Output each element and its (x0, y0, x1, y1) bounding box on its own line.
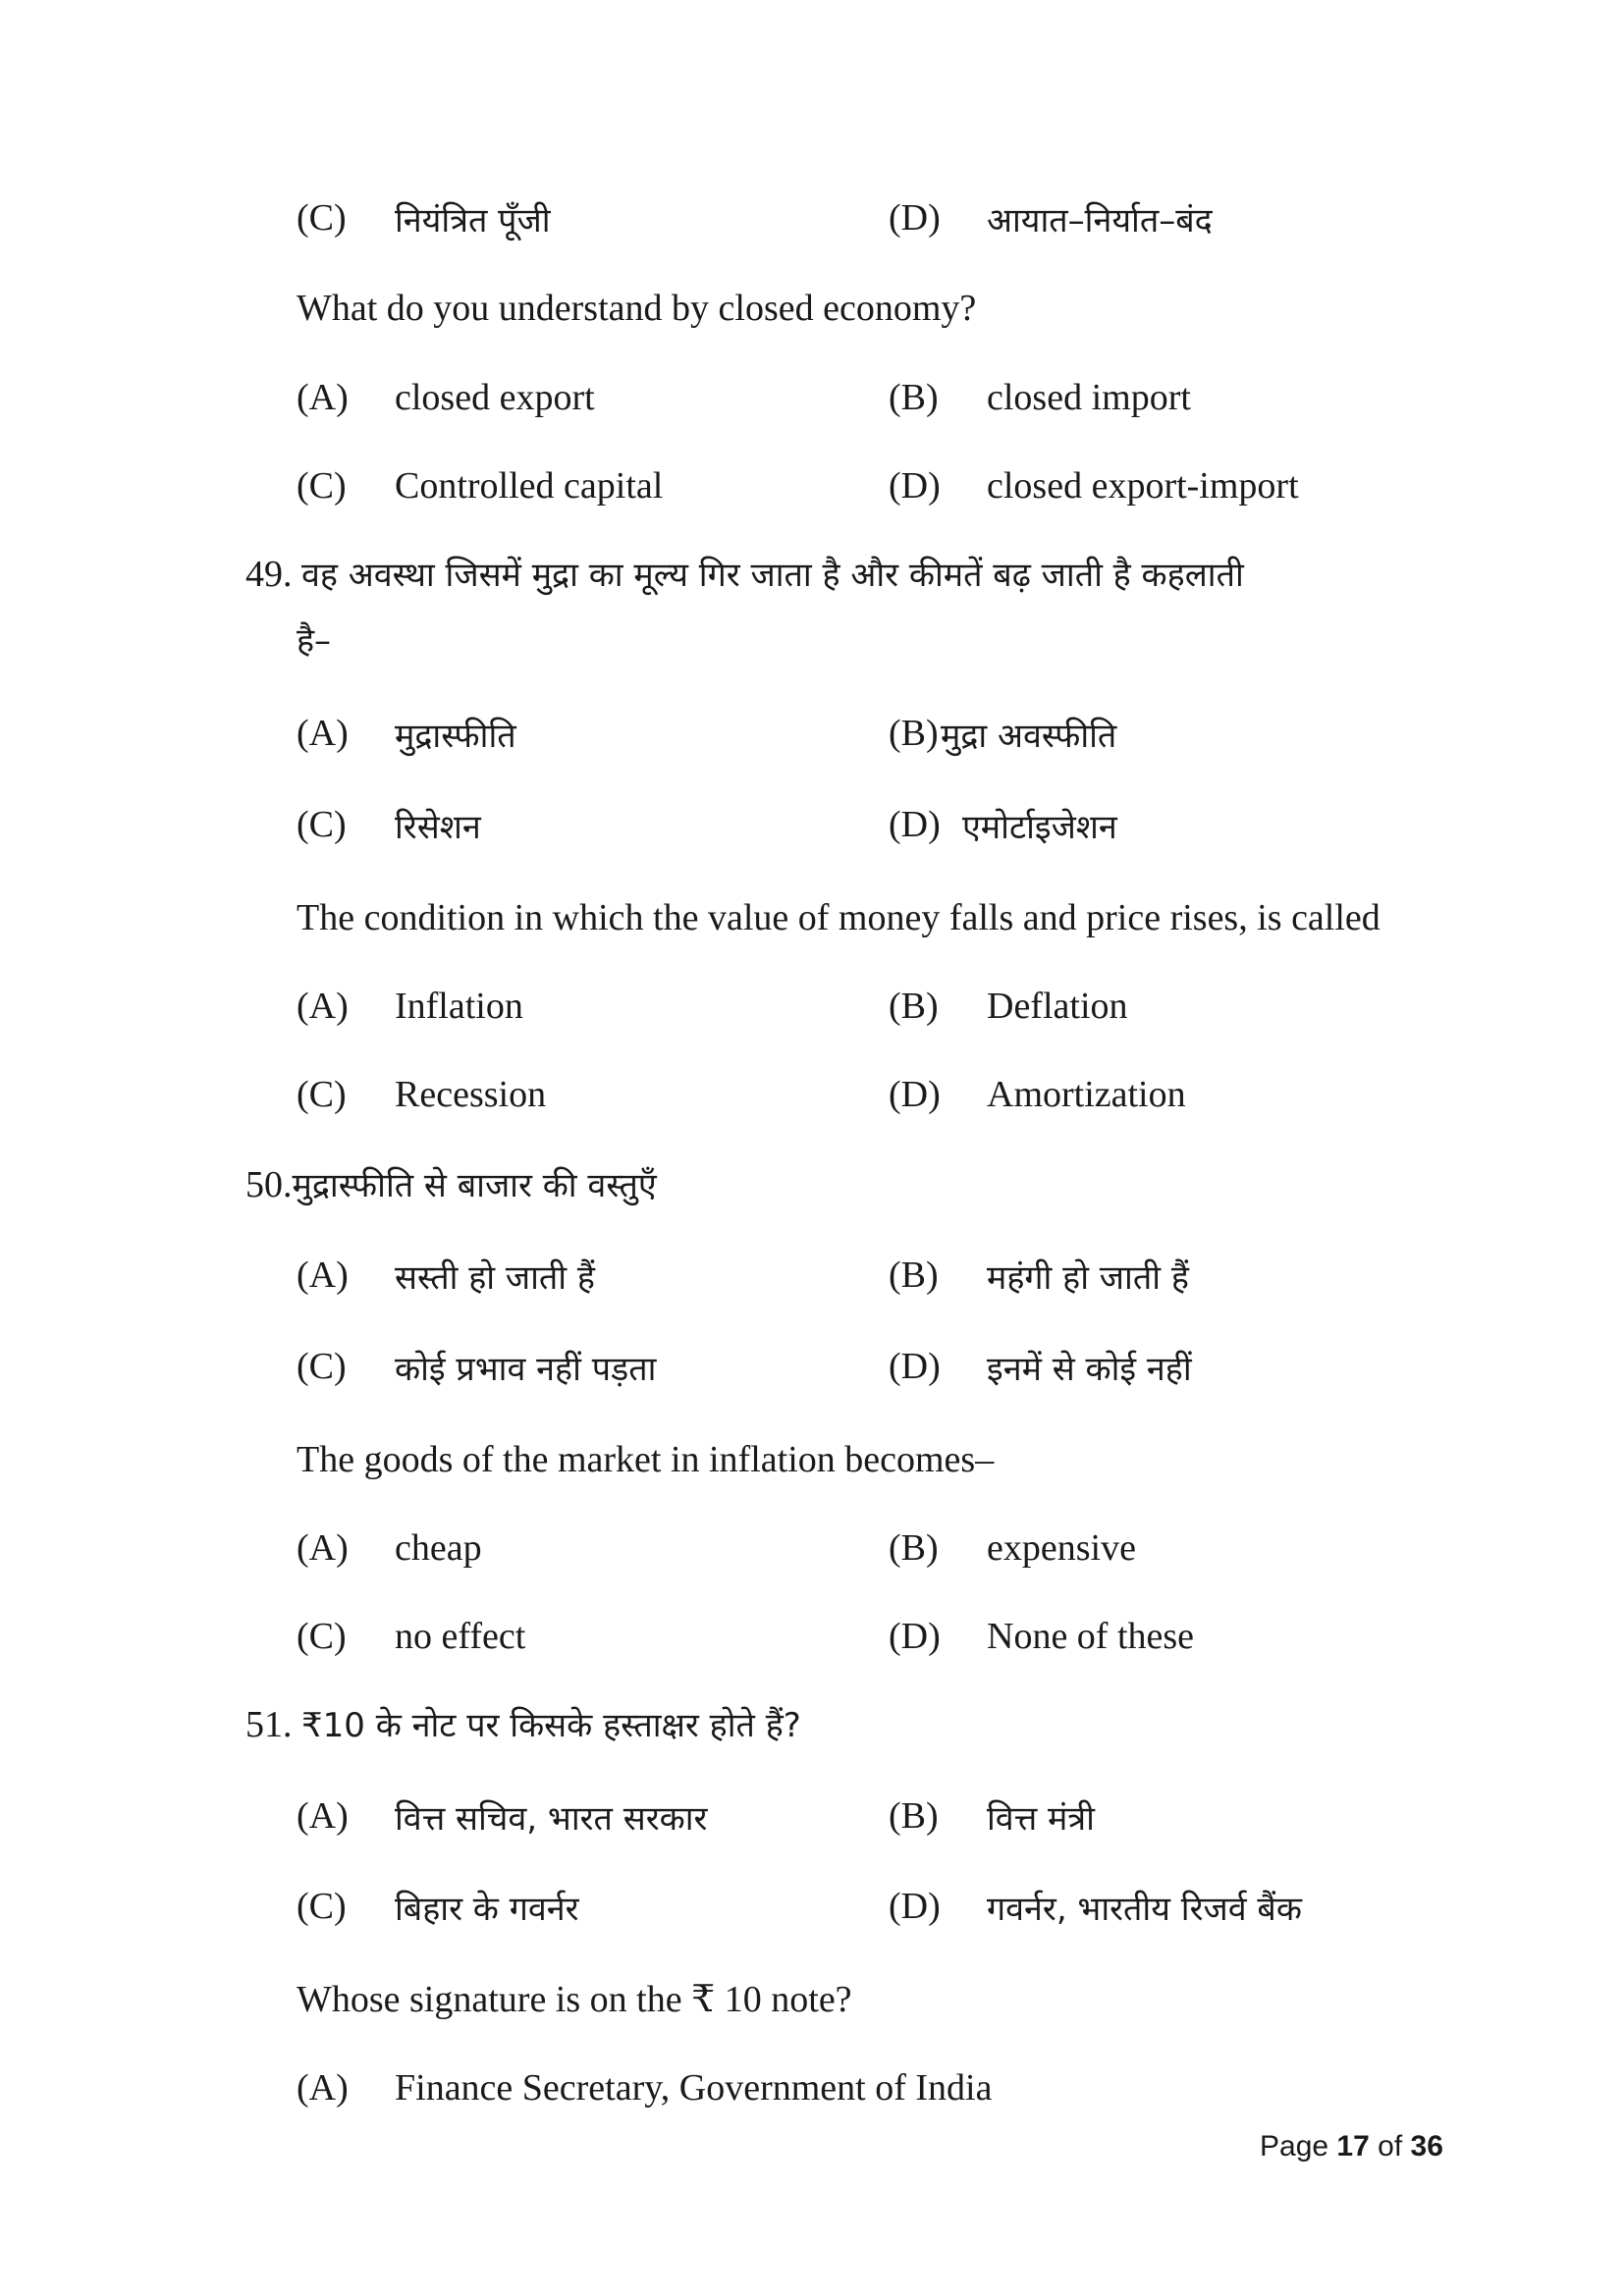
option-text: एमोर्टाइजेशन (962, 808, 1117, 847)
question-number: 49. (245, 554, 293, 595)
page-footer (1260, 2130, 1443, 2163)
page-word: Page (1260, 2130, 1329, 2163)
option-label: (A) (297, 986, 349, 1027)
option-row (0, 464, 1624, 523)
option-label: (C) (297, 465, 347, 507)
option-label: (D) (889, 465, 941, 507)
option-label: (D) (889, 1886, 941, 1927)
option-row (0, 196, 1624, 255)
option-text: मुद्रा अवस्फीति (941, 717, 1117, 756)
question-text-hi: ₹10 के नोट पर किसके हस्ताक्षर होते हैं? (301, 1706, 801, 1745)
question-text-en: The condition in which the value of money falls and price rises, is called (297, 897, 1380, 938)
option-label: (C) (297, 197, 347, 239)
option-row (0, 1794, 1624, 1853)
option-text: इनमें से कोई नहीं (987, 1350, 1192, 1389)
option-row (0, 1073, 1624, 1132)
option-text: आयात–निर्यात–बंद (987, 201, 1213, 240)
question-51 (245, 1703, 801, 1748)
question-text-hi-continued: है– (297, 621, 332, 661)
option-label: (C) (297, 1616, 347, 1657)
option-label: (A) (297, 377, 349, 418)
option-label: (C) (297, 1346, 347, 1387)
question-number: 51. (245, 1704, 293, 1745)
option-row (0, 1615, 1624, 1674)
option-label: (A) (297, 2067, 349, 2109)
option-label: (C) (297, 1074, 347, 1115)
of-word: of (1378, 2130, 1403, 2163)
option-text: बिहार के गवर्नर (395, 1890, 579, 1929)
option-row (0, 1885, 1624, 1944)
option-label: (D) (889, 1616, 941, 1657)
option-row (0, 803, 1624, 862)
option-text: सस्ती हो जाती हैं (395, 1258, 595, 1298)
option-label: (B) (889, 1527, 939, 1569)
option-row (0, 376, 1624, 435)
question-text-en: The goods of the market in inflation becomes– (297, 1439, 995, 1480)
option-label: (A) (297, 1527, 349, 1569)
option-label: (B) (889, 713, 939, 754)
option-text: महंगी हो जाती हैं (987, 1258, 1189, 1298)
option-text: मुद्रास्फीति (395, 717, 516, 756)
option-text: कोई प्रभाव नहीं पड़ता (395, 1350, 657, 1389)
option-text: Deflation (987, 986, 1128, 1027)
option-text: no effect (395, 1616, 526, 1657)
option-label: (B) (889, 986, 939, 1027)
option-label: (A) (297, 1255, 349, 1296)
option-label: (A) (297, 713, 349, 754)
option-text: closed export (395, 377, 595, 418)
option-text: None of these (987, 1616, 1195, 1657)
page-total: 36 (1410, 2130, 1443, 2163)
option-text: cheap (395, 1527, 482, 1569)
option-text: Amortization (987, 1074, 1186, 1115)
option-row (0, 985, 1624, 1043)
question-50 (245, 1163, 657, 1208)
question-number: 50. (245, 1164, 293, 1205)
option-text: Controlled capital (395, 465, 664, 507)
question-text-en: What do you understand by closed economy? (297, 288, 977, 329)
option-text: closed export-import (987, 465, 1299, 507)
option-text: रिसेशन (395, 808, 481, 847)
option-row (0, 1254, 1624, 1312)
question-text-hi: वह अवस्था जिसमें मुद्रा का मूल्य गिर जाता है और कीमतें बढ़ जाती है कहलाती (301, 556, 1244, 595)
option-text: नियंत्रित पूँजी (395, 201, 551, 240)
option-label: (D) (889, 1346, 941, 1387)
option-text: वित्त सचिव, भारत सरकार (395, 1799, 708, 1839)
question-49 (245, 553, 1244, 598)
option-label: (A) (297, 1795, 349, 1837)
option-text: expensive (987, 1527, 1136, 1569)
option-label: (B) (889, 377, 939, 418)
question-text-hi: मुद्रास्फीति से बाजार की वस्तुएँ (292, 1166, 657, 1205)
option-label: (C) (297, 1886, 347, 1927)
option-label: (B) (889, 1795, 939, 1837)
question-text-en: Whose signature is on the ₹ 10 note? (297, 1979, 852, 2020)
option-row (0, 1526, 1624, 1585)
option-text: Recession (395, 1074, 547, 1115)
option-text: वित्त मंत्री (987, 1799, 1095, 1839)
option-row (0, 712, 1624, 771)
option-text: Inflation (395, 986, 523, 1027)
option-label: (D) (889, 804, 941, 845)
option-label: (B) (889, 1255, 939, 1296)
option-row (0, 1345, 1624, 1404)
page-current: 17 (1336, 2130, 1370, 2163)
option-label: (D) (889, 1074, 941, 1115)
option-row (0, 2066, 1624, 2125)
option-text: गवर्नर, भारतीय रिजर्व बैंक (987, 1890, 1302, 1929)
option-label: (C) (297, 804, 347, 845)
option-label: (D) (889, 197, 941, 239)
option-text: Finance Secretary, Government of India (395, 2067, 993, 2109)
option-text: closed import (987, 377, 1191, 418)
